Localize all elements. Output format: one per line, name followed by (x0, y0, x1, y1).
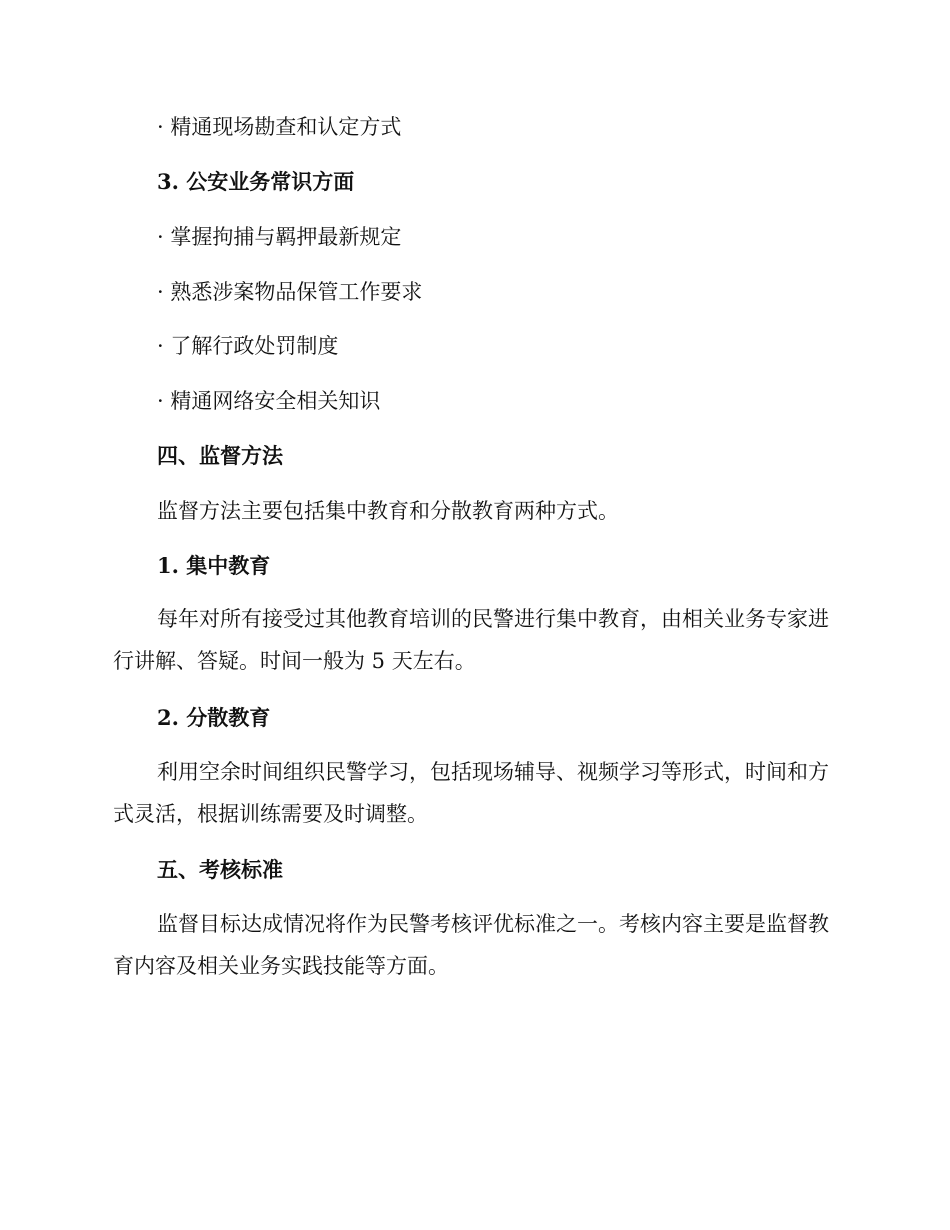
bullet-item: · 熟悉涉案物品保管工作要求 (157, 280, 423, 304)
subheading: 2. 分散教育 (157, 705, 271, 730)
section-heading: 四、监督方法 (157, 443, 283, 468)
bullet-item: · 掌握拘捕与羁押最新规定 (157, 225, 402, 249)
paragraph: 每年对所有接受过其他教育培训的民警进行集中教育，由相关业务专家进行讲解、答疑。时间一般为 5 天左右。 (113, 607, 829, 673)
bullet-item: · 精通现场勘查和认定方式 (157, 115, 402, 139)
bullet-item: · 了解行政处罚制度 (157, 334, 339, 358)
subheading: 1. 集中教育 (157, 553, 271, 578)
section-heading: 五、考核标准 (157, 857, 283, 882)
bullet-item: · 精通网络安全相关知识 (157, 389, 381, 413)
paragraph: 利用空余时间组织民警学习，包括现场辅导、视频学习等形式，时间和方式灵活，根据训练需要及时调整。 (113, 760, 829, 826)
paragraph: 监督目标达成情况将作为民警考核评优标准之一。考核内容主要是监督教育内容及相关业务实践技能等方面。 (113, 912, 829, 978)
paragraph: 监督方法主要包括集中教育和分散教育两种方式。 (157, 499, 619, 523)
subheading: 3. 公安业务常识方面 (157, 169, 355, 194)
